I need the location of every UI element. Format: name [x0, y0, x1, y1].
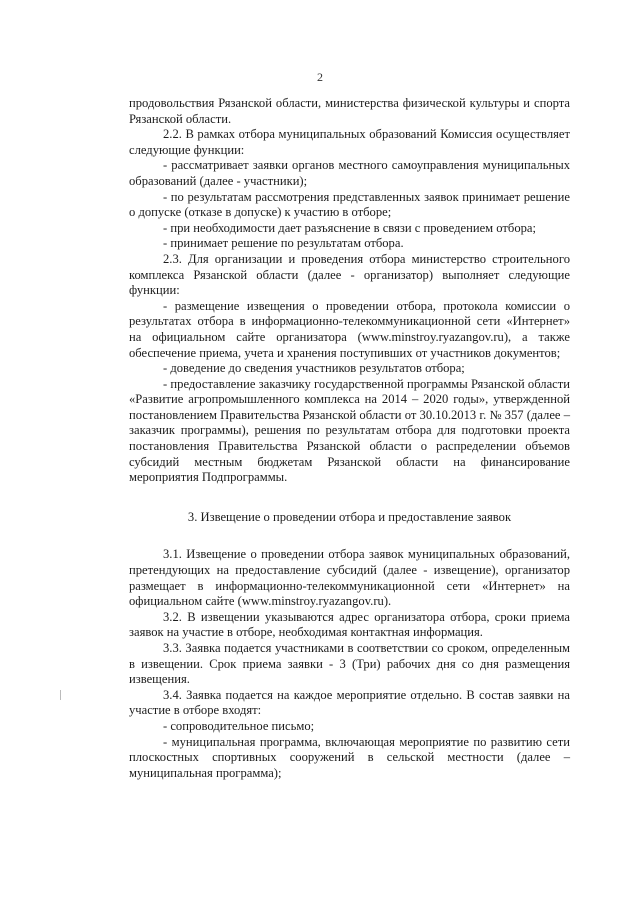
- paragraph-p14: 3.4. Заявка подается на каждое мероприятие отдельно. В состав заявки на участие в отборе входят:: [129, 687, 570, 718]
- paragraph-p4: - по результатам рассмотрения представленных заявок принимает решение о допуске (отказе в допуске) к участию в отборе;: [129, 189, 570, 220]
- section-2-content: [129, 96, 570, 486]
- paragraph-p11: 3.1. Извещение о проведении отбора заявок муниципальных образований, претендующих на предоставление субсидий (далее - извещение), организатор размещает в информационно-телекоммуникационной сети «Интернет» на официальном сайте (www.minstroy.ryazangov.ru).: [129, 547, 570, 609]
- paragraph-p13: 3.3. Заявка подается участниками в соответствии со сроком, определенным в извещении. Срок приема заявки - 3 (Три) рабочих дня со дня размещения извещения.: [129, 641, 570, 687]
- paragraph-p6: - принимает решение по результатам отбора.: [163, 236, 404, 251]
- page-number: 2: [317, 70, 323, 84]
- paragraph-p15: - сопроводительное письмо;: [163, 718, 315, 733]
- paragraph-p16: - муниципальная программа, включающая мероприятие по развитию сети плоскостных спортивных сооружений в сельской местности (далее – муниципальная программа);: [129, 734, 570, 780]
- paragraph-p2: 2.2. В рамках отбора муниципальных образований Комиссия осуществляет следующие функции:: [129, 127, 570, 157]
- scan-margin-mark: [60, 690, 61, 700]
- section-heading: 3. Извещение о проведении отбора и предоставление заявок: [187, 509, 512, 524]
- paragraph-p9: - доведение до сведения участников результатов отбора;: [163, 361, 465, 376]
- paragraph-p3: - рассматривает заявки органов местного самоуправления муниципальных образований (далее - участники);: [129, 158, 570, 188]
- document-body: [129, 96, 570, 781]
- paragraph-p1: продовольствия Рязанской области, министерства физической культуры и спорта Рязанской области.: [129, 96, 570, 126]
- paragraph-p10: - предоставление заказчику государственной программы Рязанской области «Развитие агропромышленного комплекса на 2014 – 2020 годы», утвержденной постановлением Правительства Рязанской области от 30.10.2013 г. № 357 (далее – заказчик программы), решения по результатам отбора для подготовки проекта постановления Правительства Рязанской области о распределении объемов субсидий местным бюджетам Рязанской области на финансирование мероприятия Подпрограммы.: [129, 376, 570, 485]
- section-3-content: [129, 547, 570, 781]
- paragraph-p5: - при необходимости дает разъяснение в связи с проведением отбора;: [163, 220, 537, 235]
- paragraph-p12: 3.2. В извещении указываются адрес организатора отбора, сроки приема заявок на участие в отборе, необходимая контактная информация.: [129, 609, 570, 640]
- paragraph-p7: 2.3. Для организации и проведения отбора министерство строительного комплекса Рязанской области (далее - организатор) выполняет следующие функции:: [129, 251, 570, 298]
- paragraph-p8: - размещение извещения о проведении отбора, протокола комиссии о результатах отбора в информационно-телекоммуникационной сети «Интернет» на официальном сайте организатора (www.minstroy.ryazangov.ru), а также обеспечение приема, учета и хранения поступивших от участников документов;: [129, 298, 570, 360]
